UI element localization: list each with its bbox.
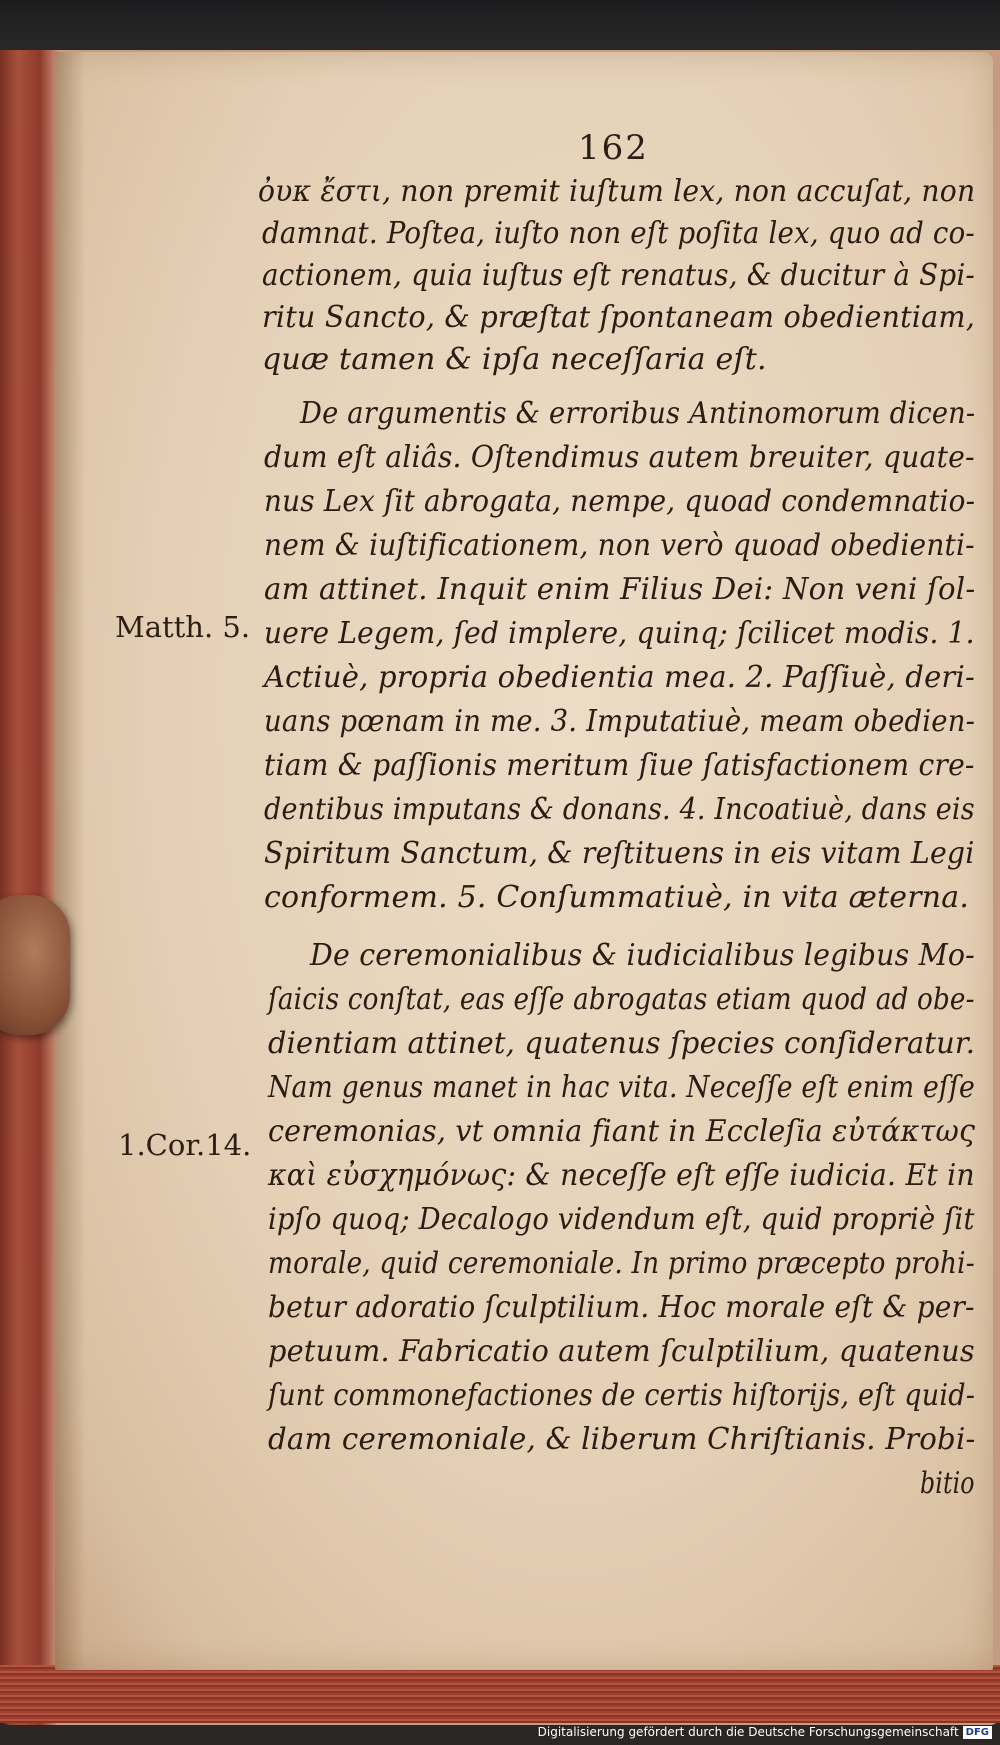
text-line: ceremonias, vt omnia fiant in Eccleſia εὐτάκτως <box>268 1114 976 1149</box>
text-line: Spiritum Sanctum, & reſtituens in eis vitam Legi <box>264 836 975 871</box>
text-line: damnat. Poſtea, iuſto non eſt poſita lex, quo ad co- <box>262 216 975 251</box>
text-line: uans pœnam in me. 3. Imputatiuè, meam obedien- <box>264 704 976 739</box>
text-line: ſaicis conſtat, eas eſſe abrogatas etiam quod ad obe- <box>268 982 975 1017</box>
text-line: morale, quid ceremoniale. In primo præcepto prohi- <box>268 1246 975 1281</box>
text-line: uere Legem, ſed implere, quinq; ſcilicet modis. 1. <box>264 616 975 651</box>
margin-note-matthew: Matth. 5. <box>115 610 251 644</box>
text-line: am attinet. Inquit enim Filius Dei: Non veni ſol- <box>264 572 976 607</box>
text-line: actionem, quia iuſtus eſt renatus, & ducitur à Spi- <box>262 258 976 293</box>
text-line: dientiam attinet, quatenus ſpecies conſideratur. <box>268 1026 976 1061</box>
catchword: bitio <box>920 1466 975 1501</box>
text-line: ſunt commonefactiones de certis hiſtorijs, eſt quid- <box>268 1378 976 1413</box>
margin-note-corinthians: 1.Cor.14. <box>118 1128 252 1162</box>
text-line: nem & iuſtificationem, non verò quoad obedienti- <box>264 528 975 563</box>
credit-text: Digitalisierung gefördert durch die Deutsche Forschungsgemeinschaft <box>537 1725 959 1739</box>
text-line: Nam genus manet in hac vita. Neceſſe eſt enim eſſe <box>268 1070 975 1105</box>
text-line: ipſo quoq; Decalogo videndum eſt, quid propriè ſit <box>268 1202 975 1237</box>
text-line: tiam & paſſionis meritum ſiue ſatisfactionem cre- <box>264 748 975 783</box>
text-line: nus Lex ſit abrogata, nempe, quoad condemnatio- <box>264 484 976 519</box>
dfg-logo: DFG <box>963 1726 992 1739</box>
text-line: ὀυκ ἔστι, non premit iuſtum lex, non accuſat, non <box>258 174 976 209</box>
text-line: petuum. Fabricatio autem ſculptilium, quatenus <box>268 1334 975 1369</box>
book-bottom-edge <box>0 1665 1000 1723</box>
page-clip <box>0 895 70 1035</box>
page-number: 162 <box>578 128 649 168</box>
text-line: καὶ εὐσχημόνως: & neceſſe eſt eſſe iudicia. Et in <box>268 1158 975 1193</box>
text-line: Actiuè, propria obedientia mea. 2. Paſſiuè, deri- <box>264 660 975 695</box>
digitization-credit <box>538 1725 992 1739</box>
text-line: betur adoratio ſculptilium. Hoc morale eſt & per- <box>268 1290 975 1325</box>
text-line: dentibus imputans & donans. 4. Incoatiuè, dans eis <box>264 792 975 827</box>
text-line: dam ceremoniale, & liberum Chriſtianis. Probi- <box>268 1422 976 1457</box>
text-line: conformem. 5. Conſummatiuè, in vita æterna. <box>264 880 970 915</box>
text-line: De ceremonialibus & iudicialibus legibus Mo- <box>310 938 975 973</box>
text-line: dum eſt aliâs. Oſtendimus autem breuiter, quate- <box>264 440 975 475</box>
page-gutter-shadow <box>55 52 85 1670</box>
text-line: quæ tamen & ipſa neceſſaria eſt. <box>262 342 767 377</box>
text-line: ritu Sancto, & præſtat ſpontaneam obedientiam, <box>262 300 976 335</box>
text-line: De argumentis & erroribus Antinomorum dicen- <box>300 396 976 431</box>
